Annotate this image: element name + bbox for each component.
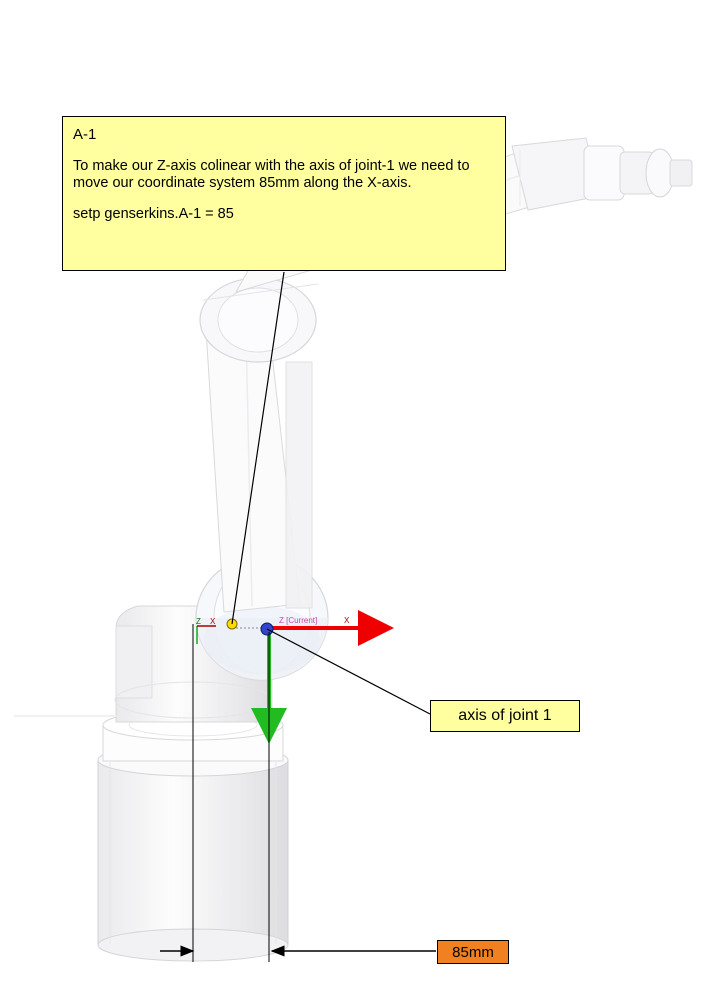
- axis-label-x-right: X: [344, 616, 350, 625]
- note-body: To make our Z-axis colinear with the axis of joint-1 we need to move our coordinate system 85mm along the X-axis.: [73, 158, 470, 191]
- note-title: A-1: [73, 126, 97, 143]
- axis-label-z-left: Z: [196, 617, 201, 626]
- note-callout: [62, 116, 506, 271]
- note-code: setp genserkins.A-1 = 85: [73, 206, 234, 222]
- axis-label-x-left: X: [210, 617, 216, 626]
- joint-axis-label: axis of joint 1: [430, 700, 580, 732]
- axis-label-current: Z [Current]: [279, 616, 318, 625]
- dimension-label: 85mm: [437, 940, 509, 964]
